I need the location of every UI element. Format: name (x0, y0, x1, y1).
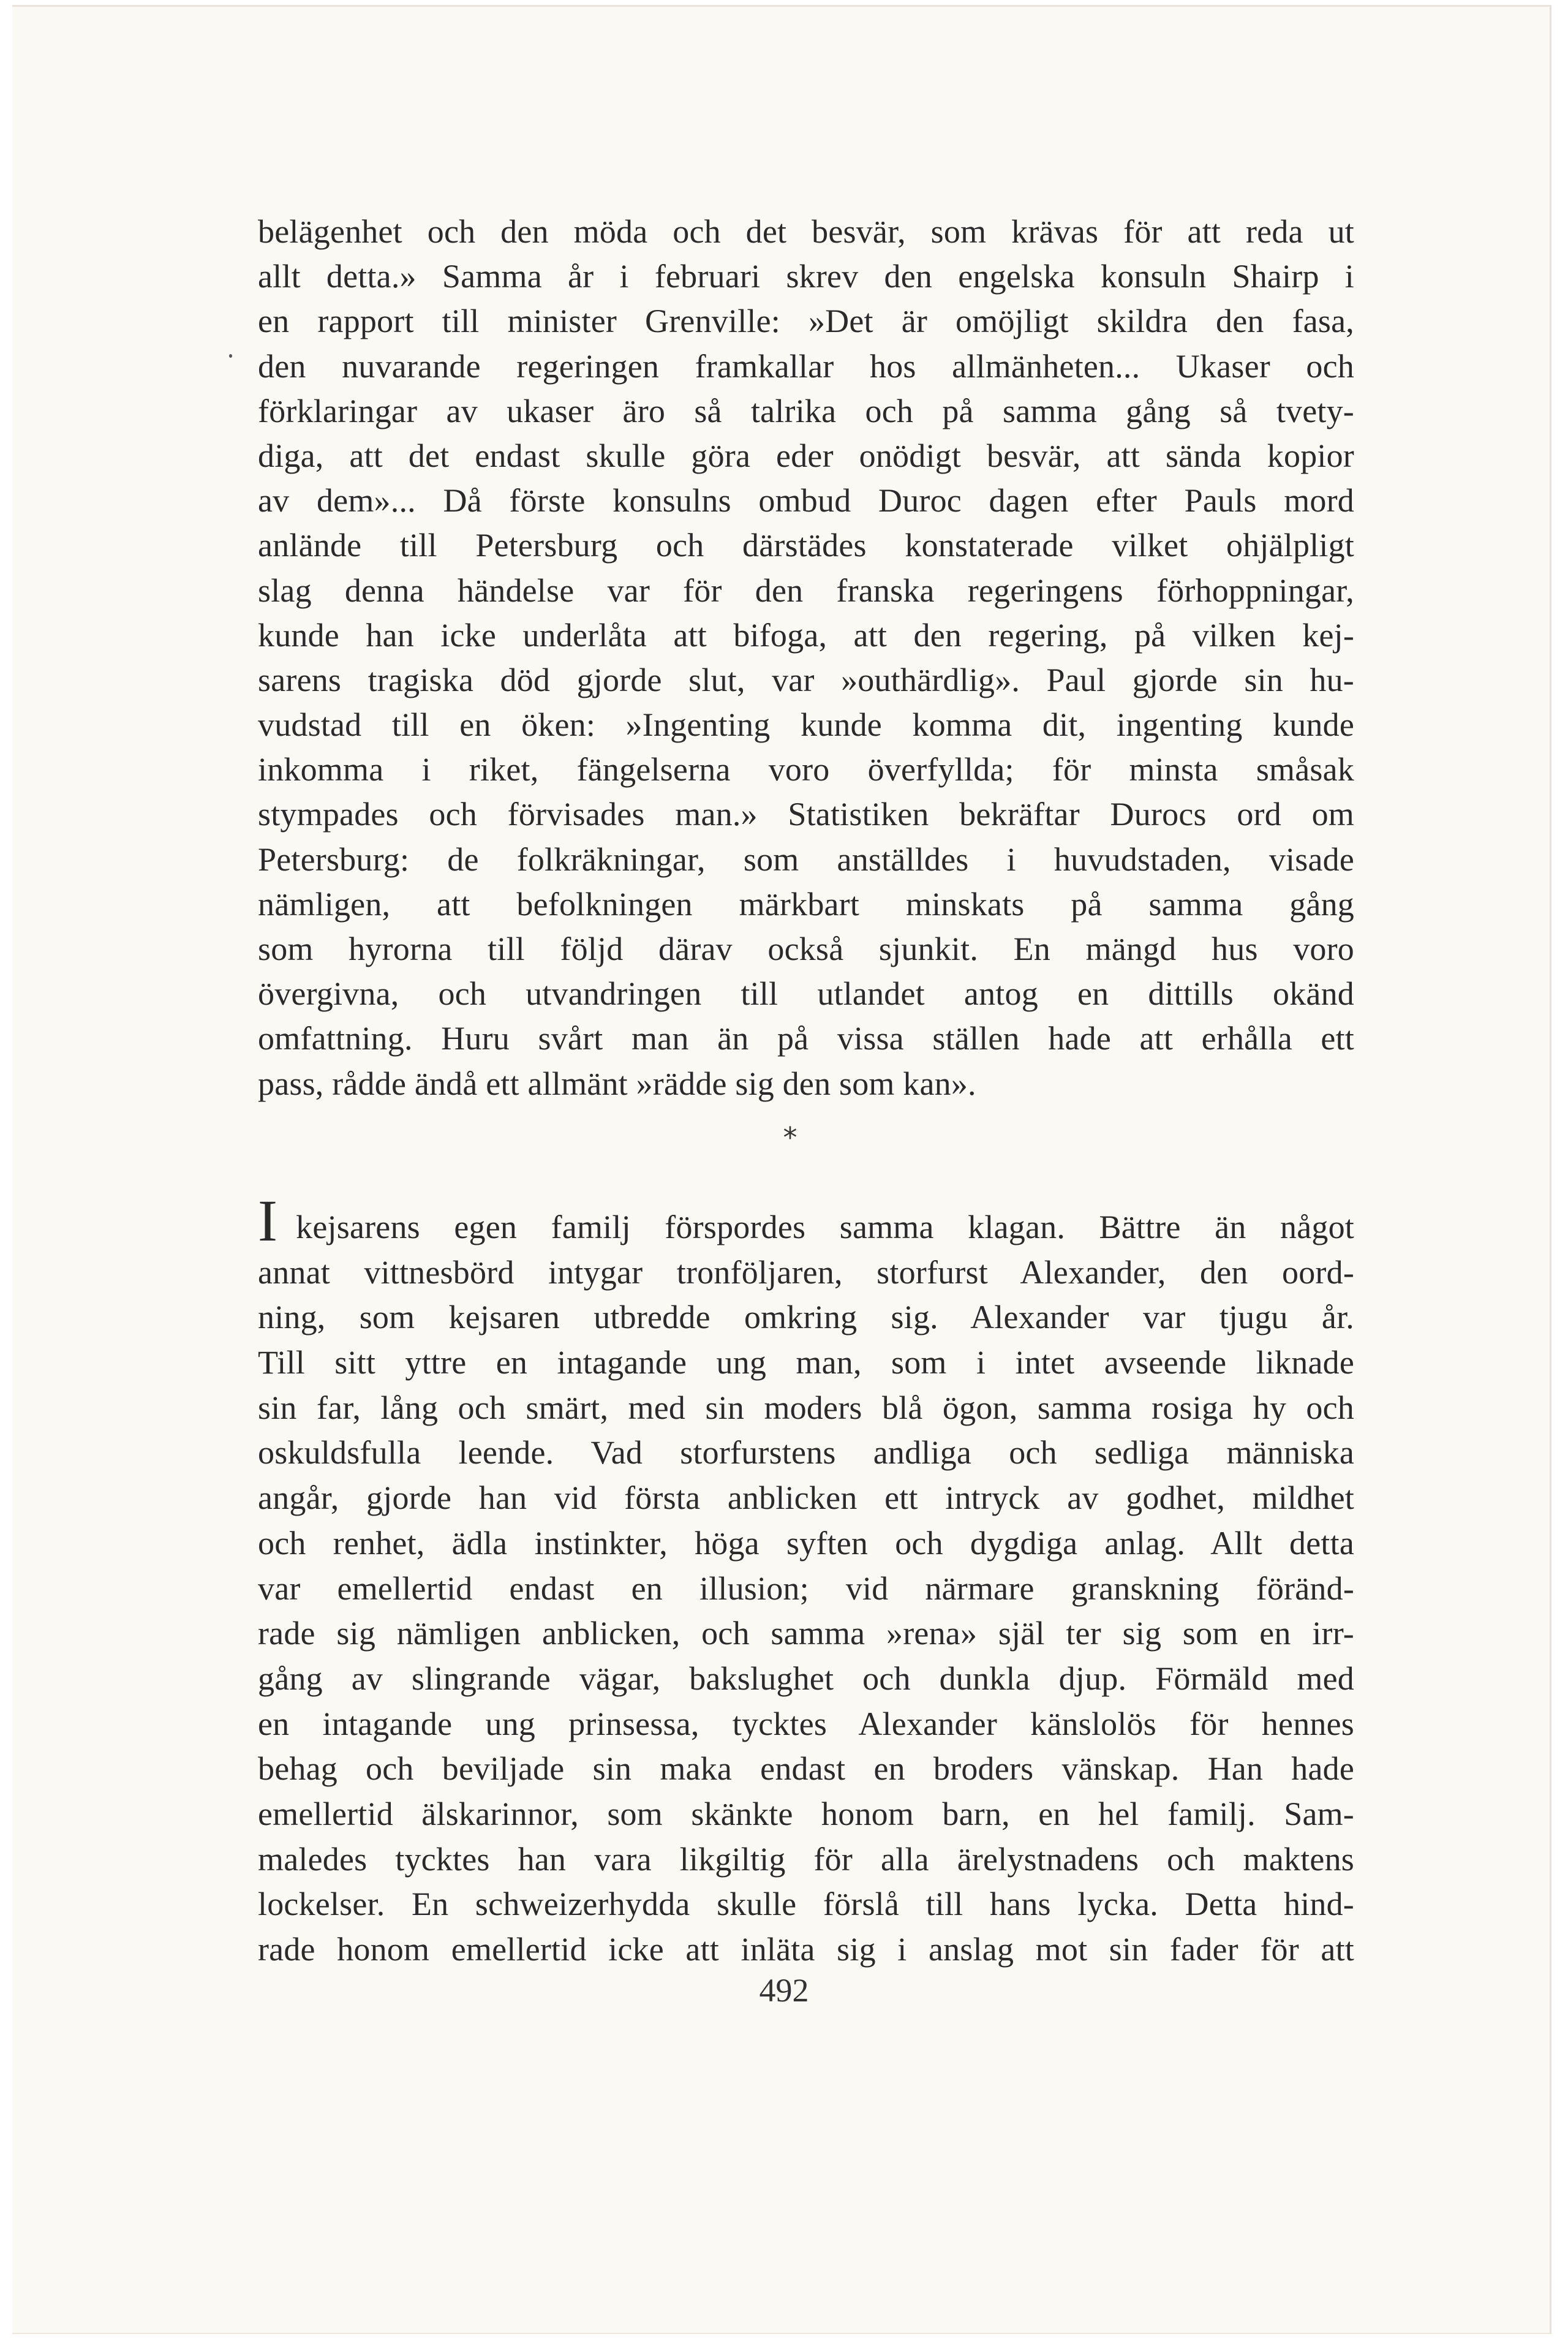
text-line: anlände till Petersburg och därstädes konstaterade vilket ohjälpligt (258, 527, 1354, 564)
section-separator: * (783, 1121, 797, 1154)
text-line: den nuvarande regeringen framkallar hos allmänheten... Ukaser och (258, 347, 1354, 385)
text-line: Petersburg: de folkräkningar, som anställdes i huvudstaden, visade (258, 840, 1354, 878)
text-line: allt detta.» Samma år i februari skrev den engelska konsuln Shairp i (258, 258, 1354, 295)
page-top-edge (12, 5, 1550, 7)
text-line: maledes tycktes han vara likgiltig för alla ärelystnadens och maktens (258, 1840, 1354, 1878)
margin-dot (229, 354, 232, 358)
text-line: inkomma i riket, fängelserna voro överfyllda; för minsta småsak (258, 751, 1354, 788)
text-line: behag och beviljade sin maka endast en broders vänskap. Han hade (258, 1750, 1354, 1788)
text-line: sarens tragiska död gjorde slut, var »outhärdlig». Paul gjorde sin hu- (258, 661, 1354, 698)
paragraph-1 (258, 210, 1354, 1106)
text-line: sin far, lång och smärt, med sin moders blå ögon, samma rosiga hy och (258, 1389, 1354, 1426)
text-line: emellertid älskarinnor, som skänkte honom barn, en hel familj. Sam- (258, 1795, 1354, 1832)
text-line: Till sitt yttre en intagande ung man, som i intet avseende liknade (258, 1344, 1354, 1381)
text-line: rade honom emellertid icke att inläta sig i anslag mot sin fader för att (258, 1931, 1354, 1968)
text-line: stympades och förvisades man.» Statistiken bekräftar Durocs ord om (258, 796, 1354, 833)
text-line: ning, som kejsaren utbredde omkring sig. Alexander var tjugu år. (258, 1299, 1354, 1336)
first-text-line (258, 1188, 1354, 1253)
text-line: belägenhet och den möda och det besvär, som krävas för att reda ut (258, 213, 1354, 250)
text-line: omfattning. Huru svårt man än på vissa ställen hade att erhålla ett (258, 1020, 1354, 1057)
text-line: som hyrorna till följd därav också sjunkit. En mängd hus voro (258, 931, 1354, 967)
text-line: rade sig nämligen anblicken, och samma »rena» själ ter sig som en irr- (258, 1615, 1354, 1652)
text-line: övergivna, och utvandringen till utlandet antog en dittills okänd (258, 975, 1354, 1013)
first-line-text: kejsarens egen familj förspordes samma klagan. Bättre än något (296, 1209, 1354, 1245)
text-line: en intagande ung prinsessa, tycktes Alexander känslolös för hennes (258, 1705, 1354, 1742)
page-number: 492 (759, 1972, 809, 2009)
text-line: vudstad till en öken: »Ingenting kunde komma dit, ingenting kunde (258, 706, 1354, 744)
text-line: diga, att det endast skulle göra eder onödigt besvär, att sända kopior (258, 437, 1354, 474)
text-line: förklaringar av ukaser äro så talrika och på samma gång så tvety- (258, 392, 1354, 429)
text-line: nämligen, att befolkningen märkbart minskats på samma gång (258, 885, 1354, 923)
text-line: lockelser. En schweizerhydda skulle förslå till hans lycka. Detta hind- (258, 1886, 1354, 1923)
text-line: var emellertid endast en illusion; vid närmare granskning föränd- (258, 1570, 1354, 1607)
text-line: kunde han icke underlåta att bifoga, att den regering, på vilken kej- (258, 616, 1354, 654)
text-line: angår, gjorde han vid första anblicken ett intryck av godhet, mildhet (258, 1479, 1354, 1517)
text-line: en rapport till minister Grenville: »Det är omöjligt skildra den fasa, (258, 303, 1354, 340)
drop-cap: I (258, 1188, 278, 1253)
text-line: annat vittnesbörd intygar tronföljaren, storfurst Alexander, den oord- (258, 1253, 1354, 1291)
text-line: och renhet, ädla instinkter, höga syften och dygdiga anlag. Allt detta (258, 1524, 1354, 1562)
text-line: av dem»... Då förste konsulns ombud Duroc dagen efter Pauls mord (258, 482, 1354, 519)
paragraph-2 (258, 1188, 1354, 1973)
text-line: gång av slingrande vägar, bakslughet och dunkla djup. Förmäld med (258, 1660, 1354, 1697)
text-line: slag denna händelse var för den franska regeringens förhoppningar, (258, 572, 1354, 609)
text-line: oskuldsfulla leende. Vad storfurstens andliga och sedliga människa (258, 1434, 1354, 1471)
text-line: pass, rådde ändå ett allmänt »rädde sig den som kan». (258, 1065, 976, 1102)
